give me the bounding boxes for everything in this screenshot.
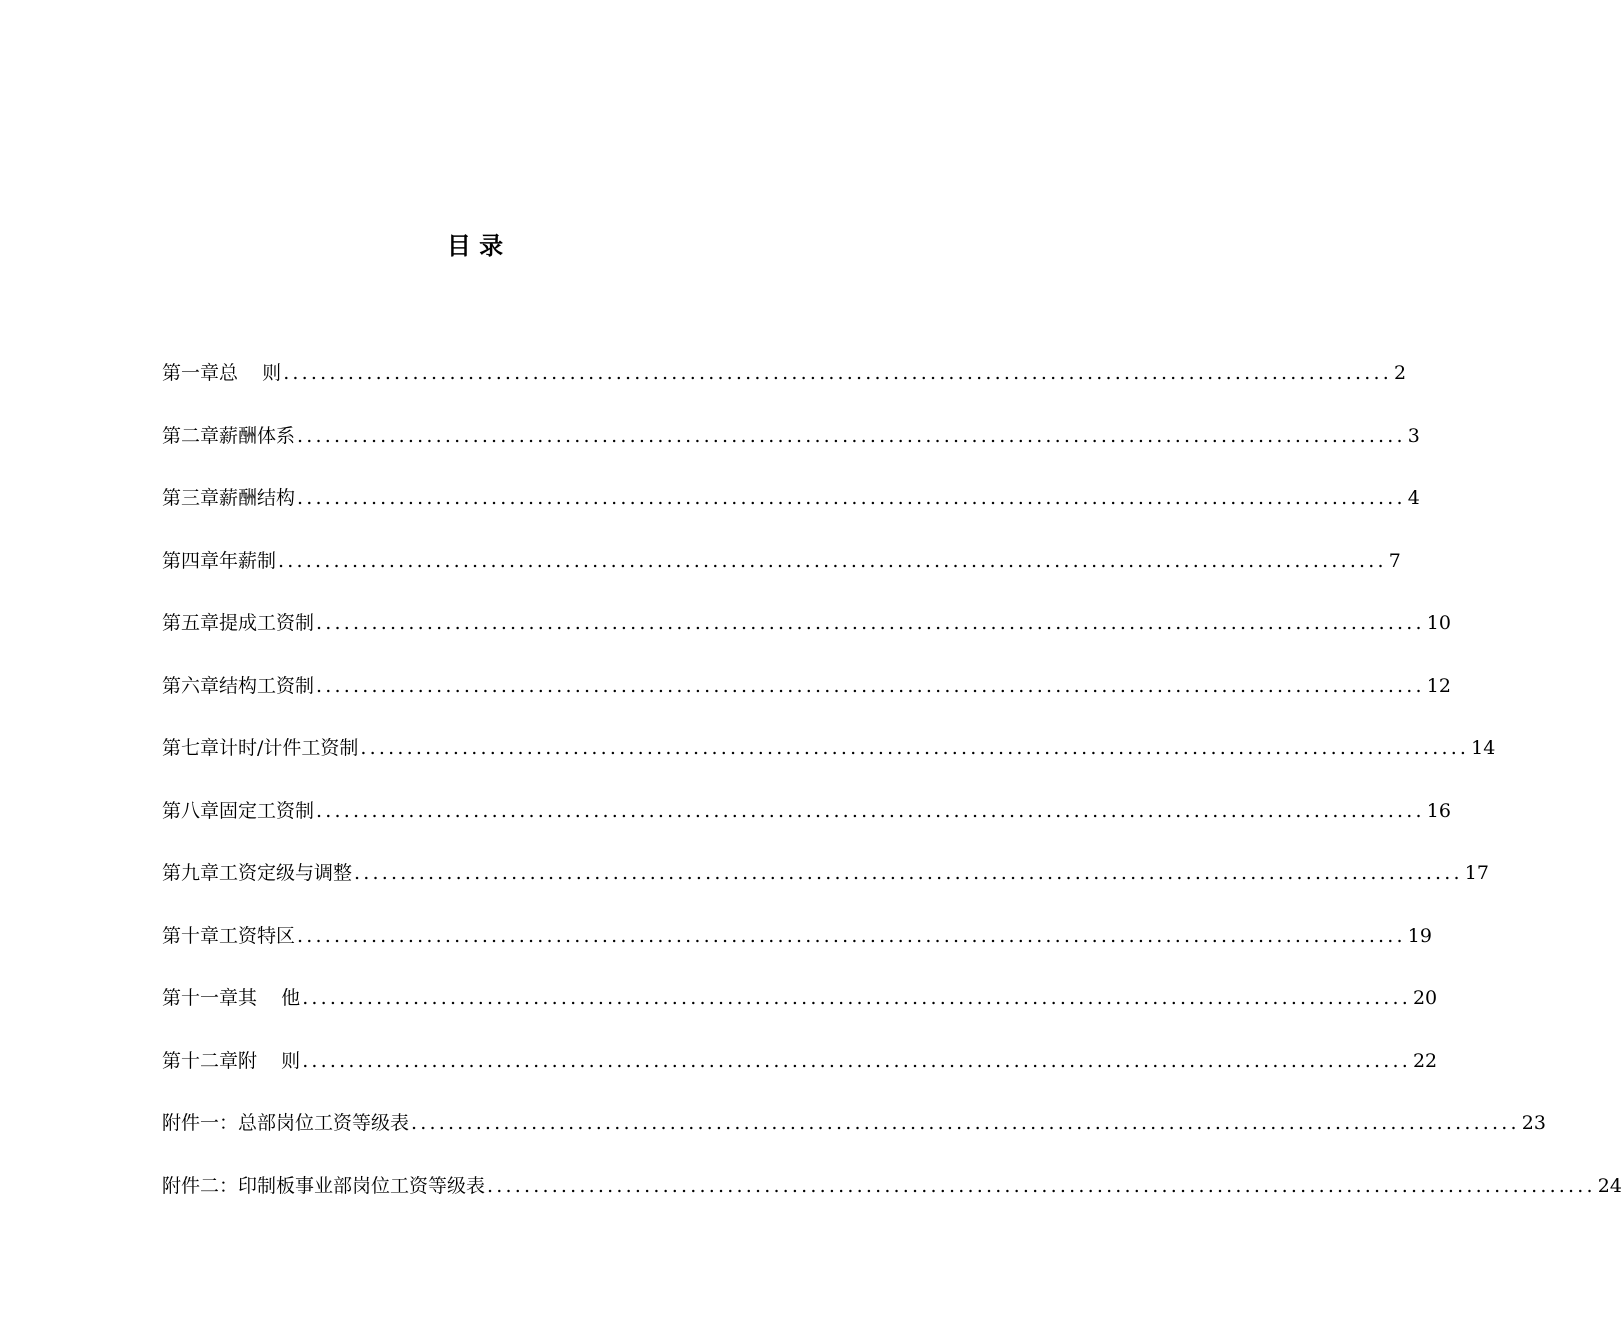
- toc-leader-dots: ........................................................................................................................: [297, 424, 1406, 447]
- toc-entry-title: 提成工资制: [219, 612, 315, 634]
- toc-entry-page: 19: [1407, 924, 1432, 947]
- toc-entry-page: 10: [1426, 612, 1451, 634]
- toc-entry[interactable]: [162, 358, 1407, 421]
- toc-entry-page: 3: [1407, 424, 1420, 447]
- toc-entry-title: 固定工资制: [219, 799, 315, 822]
- toc-entry-number: 第四章: [162, 549, 220, 572]
- toc-leader-dots: ........................................................................................................................: [302, 1049, 1411, 1072]
- toc-entry-page: 20: [1412, 987, 1438, 1009]
- toc-leader-dots: ........................................................................................................................: [411, 1112, 1520, 1134]
- toc-entry[interactable]: [162, 733, 1496, 796]
- toc-entry-title: 薪酬体系: [219, 424, 296, 447]
- toc-entry-title: 其 他: [238, 987, 301, 1009]
- toc-title: 目 录: [446, 232, 504, 260]
- toc-entry-page: 24: [1597, 1174, 1622, 1197]
- toc-leader-dots: ........................................................................................................................: [283, 362, 1392, 384]
- toc-leader-dots: ........................................................................................................................: [302, 987, 1411, 1009]
- toc-leader-dots: ........................................................................................................................: [316, 799, 1425, 822]
- toc-leader-dots: ........................................................................................................................: [316, 674, 1425, 697]
- toc-list: [162, 358, 1622, 1233]
- toc-entry-page: 7: [1388, 549, 1401, 572]
- toc-entry-attachment[interactable]: [162, 1171, 1622, 1234]
- toc-entry-number: 第六章: [162, 674, 220, 697]
- toc-entry-number: 第三章: [162, 487, 220, 509]
- toc-entry[interactable]: [162, 421, 1420, 484]
- toc-entry-page: 14: [1471, 737, 1496, 759]
- toc-entry-number: 第二章: [162, 424, 220, 447]
- toc-leader-dots: ........................................................................................................................: [360, 737, 1470, 759]
- toc-entry[interactable]: [162, 483, 1420, 546]
- toc-leader-dots: ........................................................................................................................: [278, 549, 1387, 572]
- toc-entry-page: 22: [1412, 1049, 1438, 1072]
- toc-entry[interactable]: [162, 546, 1401, 609]
- toc-entry-title: 附件一：总部岗位工资等级表: [162, 1112, 410, 1134]
- toc-entry[interactable]: [162, 921, 1432, 984]
- toc-entry[interactable]: [162, 983, 1438, 1046]
- toc-entry-number: 第十章: [162, 924, 220, 947]
- toc-entry-page: 23: [1521, 1112, 1546, 1134]
- toc-entry-attachment[interactable]: [162, 1108, 1546, 1171]
- toc-entry-number: 第七章: [162, 737, 220, 759]
- toc-entry-number: 第十二章: [162, 1049, 239, 1072]
- toc-entry[interactable]: [162, 608, 1451, 671]
- toc-entry[interactable]: [162, 1046, 1438, 1109]
- toc-entry-title: 薪酬结构: [219, 487, 296, 509]
- toc-entry-page: 17: [1464, 862, 1489, 884]
- toc-entry[interactable]: [162, 858, 1489, 921]
- toc-leader-dots: ........................................................................................................................: [316, 612, 1425, 634]
- toc-entry-title: 附件二：印制板事业部岗位工资等级表: [162, 1174, 486, 1197]
- toc-leader-dots: ........................................................................................................................: [297, 924, 1406, 947]
- toc-entry-title: 工资定级与调整: [219, 862, 353, 884]
- toc-entry-title: 工资特区: [219, 924, 296, 947]
- toc-entry-title: 附 则: [238, 1049, 301, 1072]
- toc-entry-title: 结构工资制: [219, 674, 315, 697]
- toc-entry-number: 第九章: [162, 862, 220, 884]
- toc-entry-title: 计时/计件工资制: [219, 737, 359, 759]
- toc-leader-dots: ........................................................................................................................: [487, 1174, 1596, 1197]
- toc-entry-page: 12: [1426, 674, 1451, 697]
- toc-entry-number: 第一章: [162, 362, 220, 384]
- toc-entry-page: 2: [1393, 362, 1407, 384]
- toc-entry-title: 总 则: [219, 362, 282, 384]
- toc-entry-page: 4: [1407, 487, 1420, 509]
- toc-leader-dots: ........................................................................................................................: [354, 862, 1463, 884]
- toc-entry-title: 年薪制: [219, 549, 277, 572]
- toc-leader-dots: ........................................................................................................................: [297, 487, 1406, 509]
- toc-entry-number: 第八章: [162, 799, 220, 822]
- toc-entry-number: 第十一章: [162, 987, 239, 1009]
- toc-entry[interactable]: [162, 796, 1451, 859]
- toc-entry[interactable]: [162, 671, 1451, 734]
- toc-entry-page: 16: [1426, 799, 1451, 822]
- toc-entry-number: 第五章: [162, 612, 220, 634]
